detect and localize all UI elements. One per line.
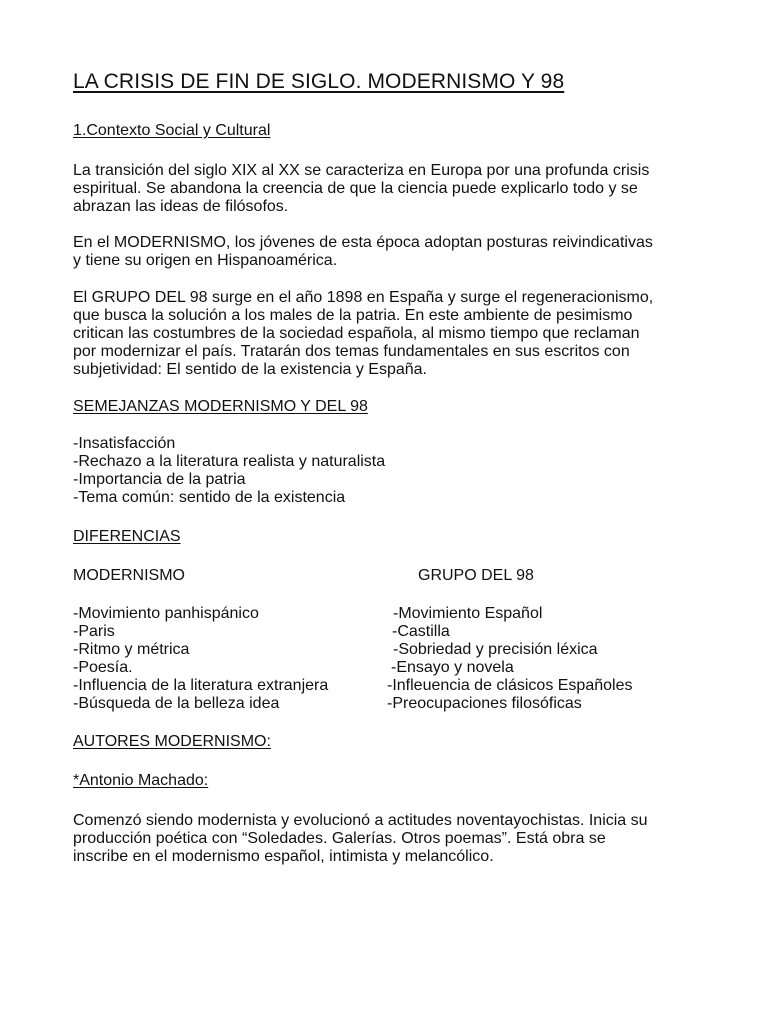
section-heading-diferencias: DIFERENCIAS bbox=[73, 528, 181, 545]
table-cell: -Paris bbox=[73, 623, 115, 640]
paragraph-line: critican las costumbres de la sociedad española, al mismo tiempo que reclaman bbox=[73, 325, 640, 342]
paragraph-line: producción poética con “Soledades. Galerías. Otros poemas”. Está obra se bbox=[73, 830, 606, 847]
section-heading-autores: AUTORES MODERNISMO: bbox=[73, 733, 271, 750]
section-heading-semejanzas: SEMEJANZAS MODERNISMO Y DEL 98 bbox=[73, 398, 368, 415]
paragraph-line: En el MODERNISMO, los jóvenes de esta época adoptan posturas reivindicativas bbox=[73, 234, 653, 251]
list-item: -Insatisfacción bbox=[73, 435, 176, 452]
list-item: -Tema común: sentido de la existencia bbox=[73, 489, 346, 506]
paragraph-line: El GRUPO DEL 98 surge en el año 1898 en España y surge el regeneracionismo, bbox=[73, 289, 654, 306]
list-item: -Rechazo a la literatura realista y naturalista bbox=[73, 453, 386, 470]
paragraph-transicion bbox=[73, 162, 713, 216]
paragraph-line: La transición del siglo XIX al XX se caracteriza en Europa por una profunda crisis bbox=[73, 162, 650, 179]
table-cell: -Sobriedad y precisión léxica bbox=[393, 641, 598, 658]
section-heading-contexto: 1.Contexto Social y Cultural bbox=[73, 122, 271, 139]
paragraph-line: y tiene su origen en Hispanoamérica. bbox=[73, 252, 338, 269]
paragraph-line: abrazan las ideas de filósofos. bbox=[73, 198, 289, 215]
table-cell: -Ritmo y métrica bbox=[73, 641, 190, 658]
table-cell: -Ensayo y novela bbox=[391, 659, 514, 676]
semejanzas-list bbox=[73, 435, 385, 507]
paragraph-machado bbox=[73, 812, 713, 866]
paragraph-grupo-98 bbox=[73, 289, 713, 379]
table-cell: -Poesía. bbox=[73, 659, 133, 676]
paragraph-line: inscribe en el modernismo español, intimista y melancólico. bbox=[73, 848, 494, 865]
table-cell: -Búsqueda de la belleza idea bbox=[73, 695, 280, 712]
paragraph-line: subjetividad: El sentido de la existencia y España. bbox=[73, 361, 427, 378]
table-cell: -Influencia de la literatura extranjera bbox=[73, 677, 329, 694]
table-cell: -Preocupaciones filosóficas bbox=[387, 695, 582, 712]
paragraph-line: Comenzó siendo modernista y evolucionó a actitudes noventayochistas. Inicia su bbox=[73, 812, 648, 829]
table-cell: -Movimiento panhispánico bbox=[73, 605, 259, 622]
table-cell: -Castilla bbox=[392, 623, 450, 640]
document-title: LA CRISIS DE FIN DE SIGLO. MODERNISMO Y 98 bbox=[73, 70, 565, 93]
table-cell: -Movimiento Español bbox=[393, 605, 543, 622]
paragraph-modernismo bbox=[73, 234, 713, 270]
column-header-grupo-98: GRUPO DEL 98 bbox=[418, 567, 534, 584]
table-cell: -Infleuencia de clásicos Españoles bbox=[387, 677, 633, 694]
paragraph-line: por modernizar el país. Tratarán dos temas fundamentales en sus escritos con bbox=[73, 343, 630, 360]
paragraph-line: espiritual. Se abandona la creencia de que la ciencia puede explicarlo todo y se bbox=[73, 180, 638, 197]
author-heading-machado: *Antonio Machado: bbox=[73, 772, 209, 789]
paragraph-line: que busca la solución a los males de la patria. En este ambiente de pesimismo bbox=[73, 307, 633, 324]
column-header-modernismo: MODERNISMO bbox=[73, 567, 185, 584]
list-item: -Importancia de la patria bbox=[73, 471, 246, 488]
